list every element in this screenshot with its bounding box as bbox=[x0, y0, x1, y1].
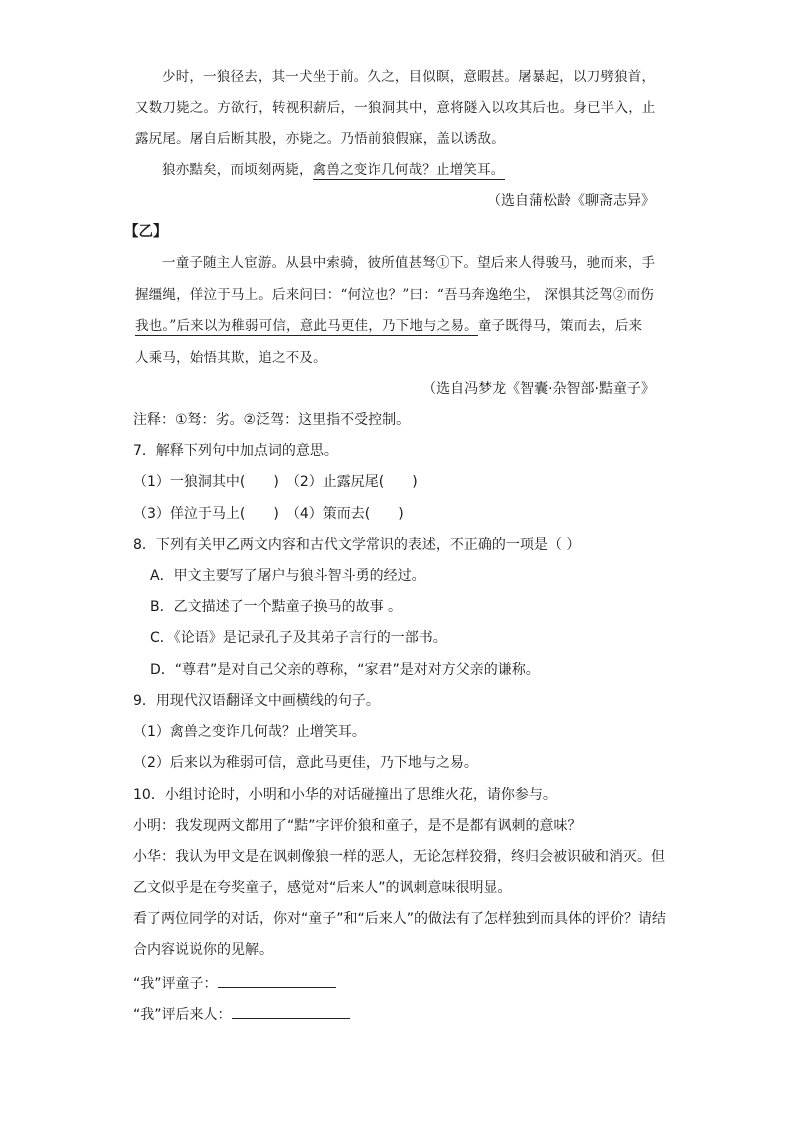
jia-paragraph1-line2: 又数刀毙之。方欲行，转视积薪后，一狼洞其中，意将隧入以攻其后也。身已半入，止 bbox=[135, 100, 656, 116]
question-7-stem: 7．解释下列句中加点词的意思。 bbox=[133, 443, 338, 459]
yi-source: （选自冯梦龙《智囊·杂智部·黠童子》 bbox=[422, 381, 655, 397]
jia-paragraph1-line1: 少时，一狼径去，其一犬坐于前。久之，目似瞑，意暇甚。屠暴起，以刀劈狼首， bbox=[162, 69, 656, 85]
yi-line4: 人乘马，始悟其欺，追之不及。 bbox=[135, 350, 327, 366]
question-10-stem: 10．小组讨论时，小明和小华的对话碰撞出了思维火花，请你参与。 bbox=[133, 787, 557, 803]
answer-tongzi-blank[interactable] bbox=[218, 972, 336, 988]
question-10-xiaohua-line2: 乙文似乎是在夸奖童子，感觉对“后来人”的讽刺意味很明显。 bbox=[133, 880, 512, 896]
answer-houlairen-row bbox=[133, 1003, 350, 1025]
question-8-option-c: C．《论语》是记录孔子及其弟子言行的一部书。 bbox=[150, 630, 447, 646]
answer-tongzi-label: “我”评童子： bbox=[133, 976, 218, 992]
answer-houlairen-blank[interactable] bbox=[232, 1003, 350, 1019]
question-8-stem: 8．下列有关甲乙两文内容和古代文学常识的表述，不正确的一项是（ ） bbox=[133, 537, 581, 553]
answer-houlairen-label: “我”评后来人： bbox=[133, 1007, 232, 1023]
jia-paragraph1-line3: 露尻尾。屠自后断其股，亦毙之。乃悟前狼假寐，盖以诱敌。 bbox=[135, 131, 505, 147]
yi-line3-text: 童子既得马，策而去，后来 bbox=[477, 318, 643, 334]
question-7-row2: （3）佯泣于马上( ) （4）策而去( ) bbox=[133, 506, 404, 522]
yi-line3 bbox=[135, 316, 642, 336]
jia-paragraph2-text: 狼亦黠矣，而顷刻两毙， bbox=[162, 162, 313, 178]
question-9-sentence2: （2）后来以为稚弱可信，意此马更佳，乃下地与之易。 bbox=[133, 755, 478, 771]
question-10-xiaohua-line1: 小华：我认为甲文是在讽刺像狼一样的恶人，无论怎样狡猾，终归会被识破和消灭。但 bbox=[133, 849, 665, 865]
question-8-option-d: D．“尊君”是对自己父亲的尊称，“家君”是对对方父亲的谦称。 bbox=[150, 662, 540, 678]
yi-heading: 【乙】 bbox=[124, 224, 168, 240]
question-10-xiaoming: 小明：我发现两文都用了“黠”字评价狼和童子，是不是都有讽刺的意味？ bbox=[133, 818, 582, 834]
question-10-ask-line2: 合内容说说你的见解。 bbox=[133, 942, 273, 958]
question-8-option-a: A．甲文主要写了屠户与狼斗智斗勇的经过。 bbox=[150, 568, 426, 584]
question-9-sentence1: （1）禽兽之变诈几何哉？止增笑耳。 bbox=[133, 724, 366, 740]
jia-underlined-sentence: 禽兽之变诈几何哉？止增笑耳。 bbox=[312, 162, 505, 178]
question-10-ask-line1: 看了两位同学的对话，你对“童子”和“后来人”的做法有了怎样独到而具体的评价？请结 bbox=[133, 911, 667, 927]
yi-line2: 握缰绳，佯泣于马上。后来问曰：“何泣也？”曰：“吾马奔逸绝尘， 深惧其泛驾②而伤 bbox=[135, 287, 654, 303]
annotation-note: 注释：①驽：劣。②泛驾：这里指不受控制。 bbox=[133, 412, 411, 428]
yi-underlined-sentence: 我也。”后来以为稚弱可信，意此马更佳，乃下地与之易。 bbox=[135, 318, 478, 334]
question-7-row1: （1）一狼洞其中( ) （2）止露尻尾( ) bbox=[133, 474, 418, 490]
answer-tongzi-row bbox=[133, 972, 336, 994]
question-8-option-b: B．乙文描述了一个黠童子换马的故事 。 bbox=[150, 599, 403, 615]
jia-source: （选自蒲松龄《聊斋志异》 bbox=[487, 193, 655, 209]
yi-line1: 一童子随主人宦游。从县中索骑，彼所值甚驽①下。望后来人得骏马，驰而来，手 bbox=[162, 255, 656, 271]
question-9-stem: 9．用现代汉语翻译文中画横线的句子。 bbox=[133, 693, 380, 709]
jia-paragraph2 bbox=[162, 160, 505, 180]
